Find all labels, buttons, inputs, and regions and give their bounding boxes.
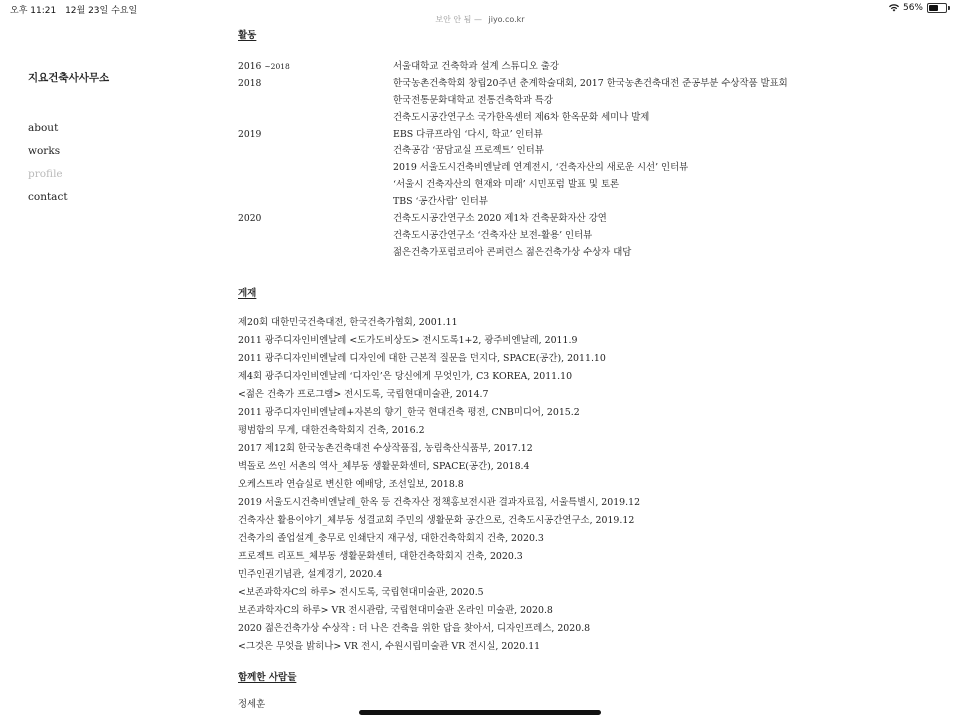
main-content bbox=[238, 30, 938, 714]
activity-row bbox=[238, 59, 938, 76]
activity-text: 2019 서울도시건축비엔날레 연계전시, ‘건축자산의 새로운 시선’ 인터뷰 bbox=[393, 162, 689, 174]
battery-fill bbox=[929, 5, 938, 11]
activity-year-range: ~2018 bbox=[264, 62, 290, 71]
activity-row bbox=[238, 143, 938, 160]
publication-item: 2011 광주디자인비엔날레+자본의 향기_한국 현대건축 평전, CNB미디어, 2015.2 bbox=[238, 406, 580, 418]
activity-year bbox=[238, 245, 241, 262]
collaborator-name: 정세훈 bbox=[238, 698, 266, 710]
activity-row bbox=[238, 76, 938, 93]
status-bar bbox=[0, 0, 960, 24]
publication-item: <보존과학자C의 하루> 전시도록, 국립현대미술관, 2020.5 bbox=[238, 586, 484, 598]
activity-text: 건축도시공간연구소 국가한옥센터 제6차 한옥문화 세미나 발제 bbox=[393, 111, 650, 123]
activity-text: ‘서울시 건축자산의 현재와 미래’ 시민포럼 발표 및 토론 bbox=[393, 179, 620, 191]
publication-item: 2011 광주디자인비엔날레 <도가도비상도> 전시도록1+2, 광주비엔날레, 2011.9 bbox=[238, 334, 578, 346]
publication-item: 오케스트라 연습실로 변신한 예배당, 조선일보, 2018.8 bbox=[238, 478, 464, 490]
status-right bbox=[889, 3, 950, 13]
publications-heading: 게재 bbox=[238, 287, 257, 299]
nav-profile[interactable]: profile bbox=[28, 168, 63, 180]
activity-year bbox=[238, 59, 290, 76]
publication-item: <그것은 무엇을 밝히나> VR 전시, 수원시립미술관 VR 전시실, 2020.11 bbox=[238, 640, 541, 652]
publication-item: 평범함의 무게, 대한건축학회지 건축, 2016.2 bbox=[238, 424, 425, 436]
nav-about[interactable]: about bbox=[28, 122, 59, 134]
publication-item: 민주인권기념관, 설계경기, 2020.4 bbox=[238, 568, 383, 580]
activity-text: 젊은건축가포럼코리아 콘퍼런스 젊은건축가상 수상자 대담 bbox=[393, 246, 632, 258]
site-title[interactable]: 지요건축사사무소 bbox=[28, 72, 110, 84]
battery-tip bbox=[948, 6, 950, 10]
activity-text: 건축도시공간연구소 ‘건축자산 보전-활용’ 인터뷰 bbox=[393, 229, 593, 241]
activity-year bbox=[238, 127, 264, 144]
activity-year bbox=[238, 110, 241, 127]
activity-year bbox=[238, 76, 264, 93]
activity-year-value: 2020 bbox=[238, 213, 262, 225]
activity-year-value: 2019 bbox=[238, 128, 262, 140]
activity-row bbox=[238, 245, 938, 262]
publication-item: 보존과학자C의 하루> VR 전시관람, 국립현대미술관 온라인 미술관, 2020.8 bbox=[238, 604, 553, 616]
activity-row bbox=[238, 160, 938, 177]
publication-item: 프로젝트 리포트_체부동 생활문화센터, 대한건축학회지 건축, 2020.3 bbox=[238, 550, 523, 562]
address-bar[interactable] bbox=[0, 14, 960, 25]
status-time: 오후 11:21 bbox=[10, 6, 57, 16]
activity-year bbox=[238, 228, 241, 245]
activity-row bbox=[238, 93, 938, 110]
address-domain: jiyo.co.kr bbox=[488, 15, 525, 24]
publication-item: 제4회 광주디자인비엔날레 ‘디자인’은 당신에게 무엇인가, C3 KOREA, 2011.10 bbox=[238, 370, 573, 382]
activity-year bbox=[238, 143, 241, 160]
nav-works[interactable]: works bbox=[28, 145, 61, 157]
wifi-icon bbox=[889, 4, 899, 12]
publication-item: <젊은 건축가 프로그램> 전시도록, 국립현대미술관, 2014.7 bbox=[238, 388, 489, 400]
home-indicator[interactable] bbox=[359, 710, 601, 715]
activity-year-value: 2016 bbox=[238, 61, 262, 72]
activity-row bbox=[238, 211, 938, 228]
activity-text: TBS ‘공간사람’ 인터뷰 bbox=[393, 196, 488, 208]
activity-text: 건축도시공간연구소 2020 제1차 건축문화자산 강연 bbox=[393, 213, 607, 225]
publication-item: 건축가의 졸업설계_충무로 인쇄단지 재구성, 대한건축학회지 건축, 2020.3 bbox=[238, 532, 544, 544]
activity-text: 한국전통문화대학교 전통건축학과 특강 bbox=[393, 94, 553, 106]
activity-row bbox=[238, 228, 938, 245]
publication-item: 건축자산 활용이야기_체부동 성결교회 주민의 생활문화 공간으로, 건축도시공간연구소, 2019.12 bbox=[238, 514, 635, 526]
activity-text: 한국농촌건축학회 창립20주년 춘계학술대회, 2017 한국농촌건축대전 준공부분 수상작품 발표회 bbox=[393, 77, 788, 89]
publication-item: 2020 젊은건축가상 수상작 : 더 나은 건축을 위한 답을 찾아서, 디자인프레스, 2020.8 bbox=[238, 622, 591, 634]
publication-item: 2019 서울도시건축비엔날레_한옥 등 건축자산 정책홍보전시관 결과자료집, 서울특별시, 2019.12 bbox=[238, 496, 641, 508]
activity-year bbox=[238, 194, 241, 211]
activity-year bbox=[238, 177, 241, 194]
battery-percent: 56% bbox=[902, 3, 923, 13]
publication-item: 벽돌로 쓰인 서촌의 역사_체부동 생활문화센터, SPACE(공간), 2018.4 bbox=[238, 460, 530, 472]
nav-contact[interactable]: contact bbox=[28, 191, 68, 203]
activity-row bbox=[238, 110, 938, 127]
publications-list bbox=[238, 314, 938, 656]
activity-year bbox=[238, 211, 264, 228]
activity-row bbox=[238, 194, 938, 211]
publication-item: 2017 제12회 한국농촌건축대전 수상작품집, 농림축산식품부, 2017.12 bbox=[238, 442, 533, 454]
activity-year-value: 2018 bbox=[238, 77, 262, 89]
activity-year bbox=[238, 93, 241, 110]
activity-text: 서울대학교 건축학과 설계 스튜디오 출강 bbox=[393, 61, 559, 72]
sidebar bbox=[28, 70, 208, 214]
publication-item: 2011 광주디자인비엔날레 디자인에 대한 근본적 질문을 던지다, SPACE(공간), 2011.10 bbox=[238, 352, 606, 364]
collaborators-heading: 함께한 사람들 bbox=[238, 671, 297, 683]
activity-row bbox=[238, 177, 938, 194]
battery-icon bbox=[927, 3, 947, 13]
activity-text: 건축공감 ‘꿈담교실 프로젝트’ 인터뷰 bbox=[393, 145, 544, 157]
publication-item: 제20회 대한민국건축대전, 한국건축가협회, 2001.11 bbox=[238, 316, 458, 328]
activity-year bbox=[238, 160, 241, 177]
activities-heading: 활동 bbox=[238, 30, 257, 41]
activity-text: EBS 다큐프라임 ‘다시, 학교’ 인터뷰 bbox=[393, 128, 543, 140]
insecure-label: 보안 안 됨 — bbox=[435, 15, 482, 24]
activities-table bbox=[238, 59, 938, 262]
activity-row bbox=[238, 127, 938, 144]
status-date: 12월 23일 수요일 bbox=[65, 6, 138, 16]
